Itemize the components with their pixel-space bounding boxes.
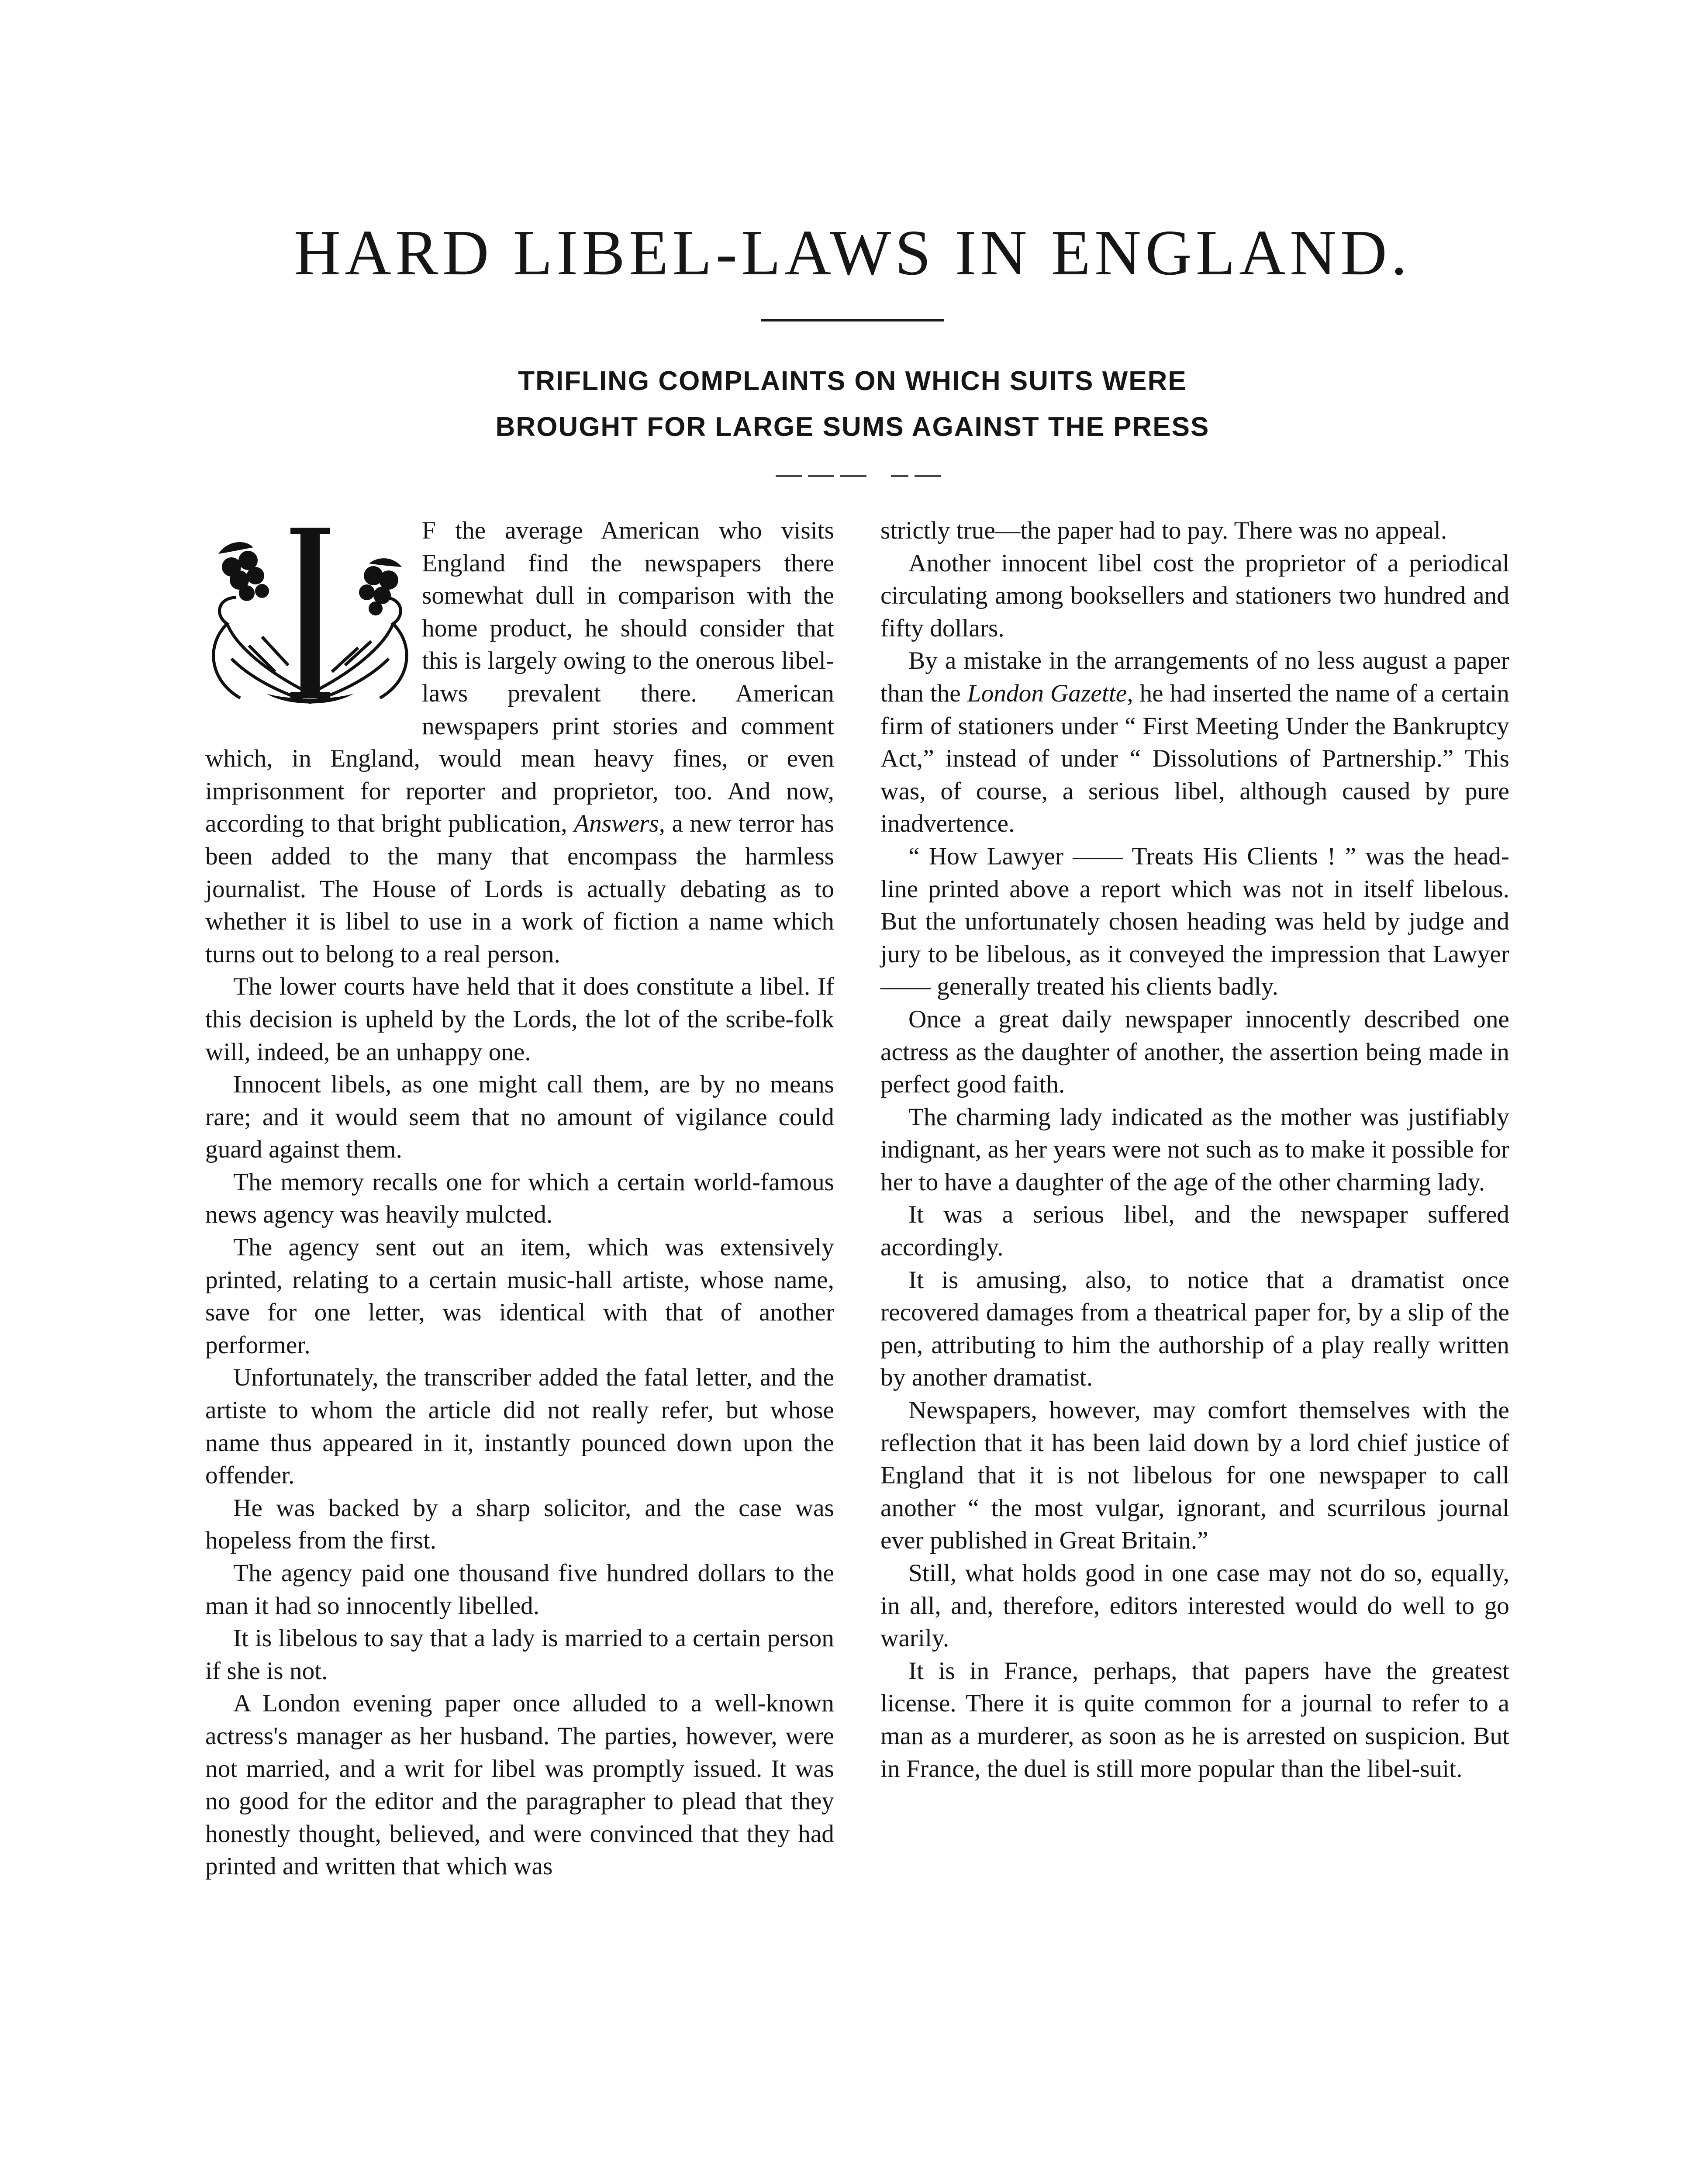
paragraph: Another innocent libel cost the proprietor of a periodical circulating among booksellers and stationers two hundred and fifty dollars. bbox=[880, 549, 1509, 642]
subtitle-line-2: BROUGHT FOR LARGE SUMS AGAINST THE PRESS bbox=[495, 412, 1210, 442]
paragraph: A London evening paper once alluded to a well-known actress's manager as her husband. The parties, however, were not married, and a writ for libel was promptly issued. It was no good for the editor and the paragrapher to plead that they honestly thought, believed, and were convinced that they had printed and written that which was bbox=[205, 1690, 834, 1880]
paragraph-text: he had inserted the name of a certain firm of stationers under “ First Meeting Under the Bankruptcy Act,” instead of under “ Dissolutions of Partnership.” This was, of course, a serious libel, although caused by pure inadvertence. bbox=[880, 679, 1509, 838]
dash-segment bbox=[840, 475, 866, 477]
title-rule bbox=[761, 319, 944, 321]
paragraph: Once a great daily newspaper innocently described one actress as the daughter of another, the assertion being made in perfect good faith. bbox=[880, 1005, 1509, 1099]
paragraph: The memory recalls one for which a certain world-famous news agency was heavily mulcted. bbox=[205, 1168, 834, 1229]
paragraph: It is libelous to say that a lady is married to a certain person if she is not. bbox=[205, 1624, 834, 1685]
paragraph: Newspapers, however, may comfort themselves with the reflection that it has been laid down by a lord chief justice of England that it is not libelous for one newspaper to call another “ the most vulgar, ignorant, and scurrilous journal ever published in Great Britain.” bbox=[880, 1396, 1509, 1555]
paragraph-text: a new terror has been added to the many that encompass the harmless journalist. The House of Lords is actually debating as to whether it is libel to use in a work of fiction a name which turns out to belong to a real person. bbox=[205, 810, 834, 968]
paragraph: Innocent libels, as one might call them, are by no means rare; and it would seem that no amount of vigilance could guard against them. bbox=[205, 1071, 834, 1164]
paragraph: It is in France, perhaps, that papers have the greatest license. There it is quite common for a journal to refer to a man as a murderer, as soon as he is arrested on suspicion. But in France, the duel is still more popular than the libel-suit. bbox=[880, 1657, 1509, 1783]
paragraph: Unfortunately, the transcriber added the fatal letter, and the artiste to whom the article did not really refer, but whose name thus appeared in it, instantly pounced down upon the offender. bbox=[205, 1364, 834, 1489]
dash-segment bbox=[915, 475, 941, 477]
dash-segment bbox=[891, 475, 908, 477]
article-subtitle bbox=[0, 358, 1705, 450]
paragraph-text: F the average American who visits England find the newspapers there somewhat dull in comparison with the home product, he should consider that this is largely owing to the onerous libel-laws prevalent there. American newspapers print stories and comment which, in England, would mean heavy fines, or even imprisonment for reporter and proprietor, too. And now, according to that bright publication, bbox=[205, 517, 834, 838]
paragraph-text: By a mistake in the arrangements of no less august a paper than the bbox=[880, 647, 1509, 707]
article-title: HARD LIBEL-LAWS IN ENGLAND. bbox=[294, 217, 1411, 289]
left-column bbox=[205, 515, 834, 1883]
paragraph: The lower courts have held that it does constitute a libel. If this decision is upheld by the Lords, the lot of the scribe-folk will, indeed, be an unhappy one. bbox=[205, 973, 834, 1066]
paragraph: Still, what holds good in one case may not do so, equally, in all, and, therefore, editors interested would do well to go warily. bbox=[880, 1559, 1509, 1652]
publication-name: London Gazette, bbox=[967, 679, 1133, 707]
paragraph bbox=[880, 645, 1509, 840]
dash-segment bbox=[808, 475, 834, 477]
paragraph: It was a serious libel, and the newspaper suffered accordingly. bbox=[880, 1201, 1509, 1261]
paragraph: The agency sent out an item, which was extensively printed, relating to a certain music-hall artiste, whose name, save for one letter, was identical with that of another performer. bbox=[205, 1234, 834, 1359]
publication-name: Answers, bbox=[574, 810, 665, 838]
paragraph: The agency paid one thousand five hundred dollars to the man it had so innocently libelled. bbox=[205, 1559, 834, 1620]
dash-segment bbox=[776, 475, 802, 477]
paragraph: “ How Lawyer —— Treats His Clients ! ” was the head-line printed above a report which was not in itself libelous. But the unfortunately chosen heading was held by judge and jury to be libelous, as it conveyed the impression that Lawyer —— generally treated his clients badly. bbox=[880, 842, 1509, 1001]
ornamental-vine-dropcap-icon bbox=[201, 515, 419, 711]
paragraph: The charming lady indicated as the mother was justifiably indignant, as her years were not such as to make it possible for her to have a daughter of the age of the other charming lady. bbox=[880, 1103, 1509, 1196]
subtitle-line-1: TRIFLING COMPLAINTS ON WHICH SUITS WERE bbox=[518, 366, 1187, 396]
paragraph: He was backed by a sharp solicitor, and the case was hopeless from the first. bbox=[205, 1494, 834, 1555]
paragraph: It is amusing, also, to notice that a dramatist once recovered damages from a theatrical paper for, by a slip of the pen, attributing to him the authorship of a play really written by another dramatist. bbox=[880, 1266, 1509, 1392]
right-column bbox=[880, 515, 1509, 1785]
paragraph: strictly true—the paper had to pay. There was no appeal. bbox=[880, 517, 1447, 544]
